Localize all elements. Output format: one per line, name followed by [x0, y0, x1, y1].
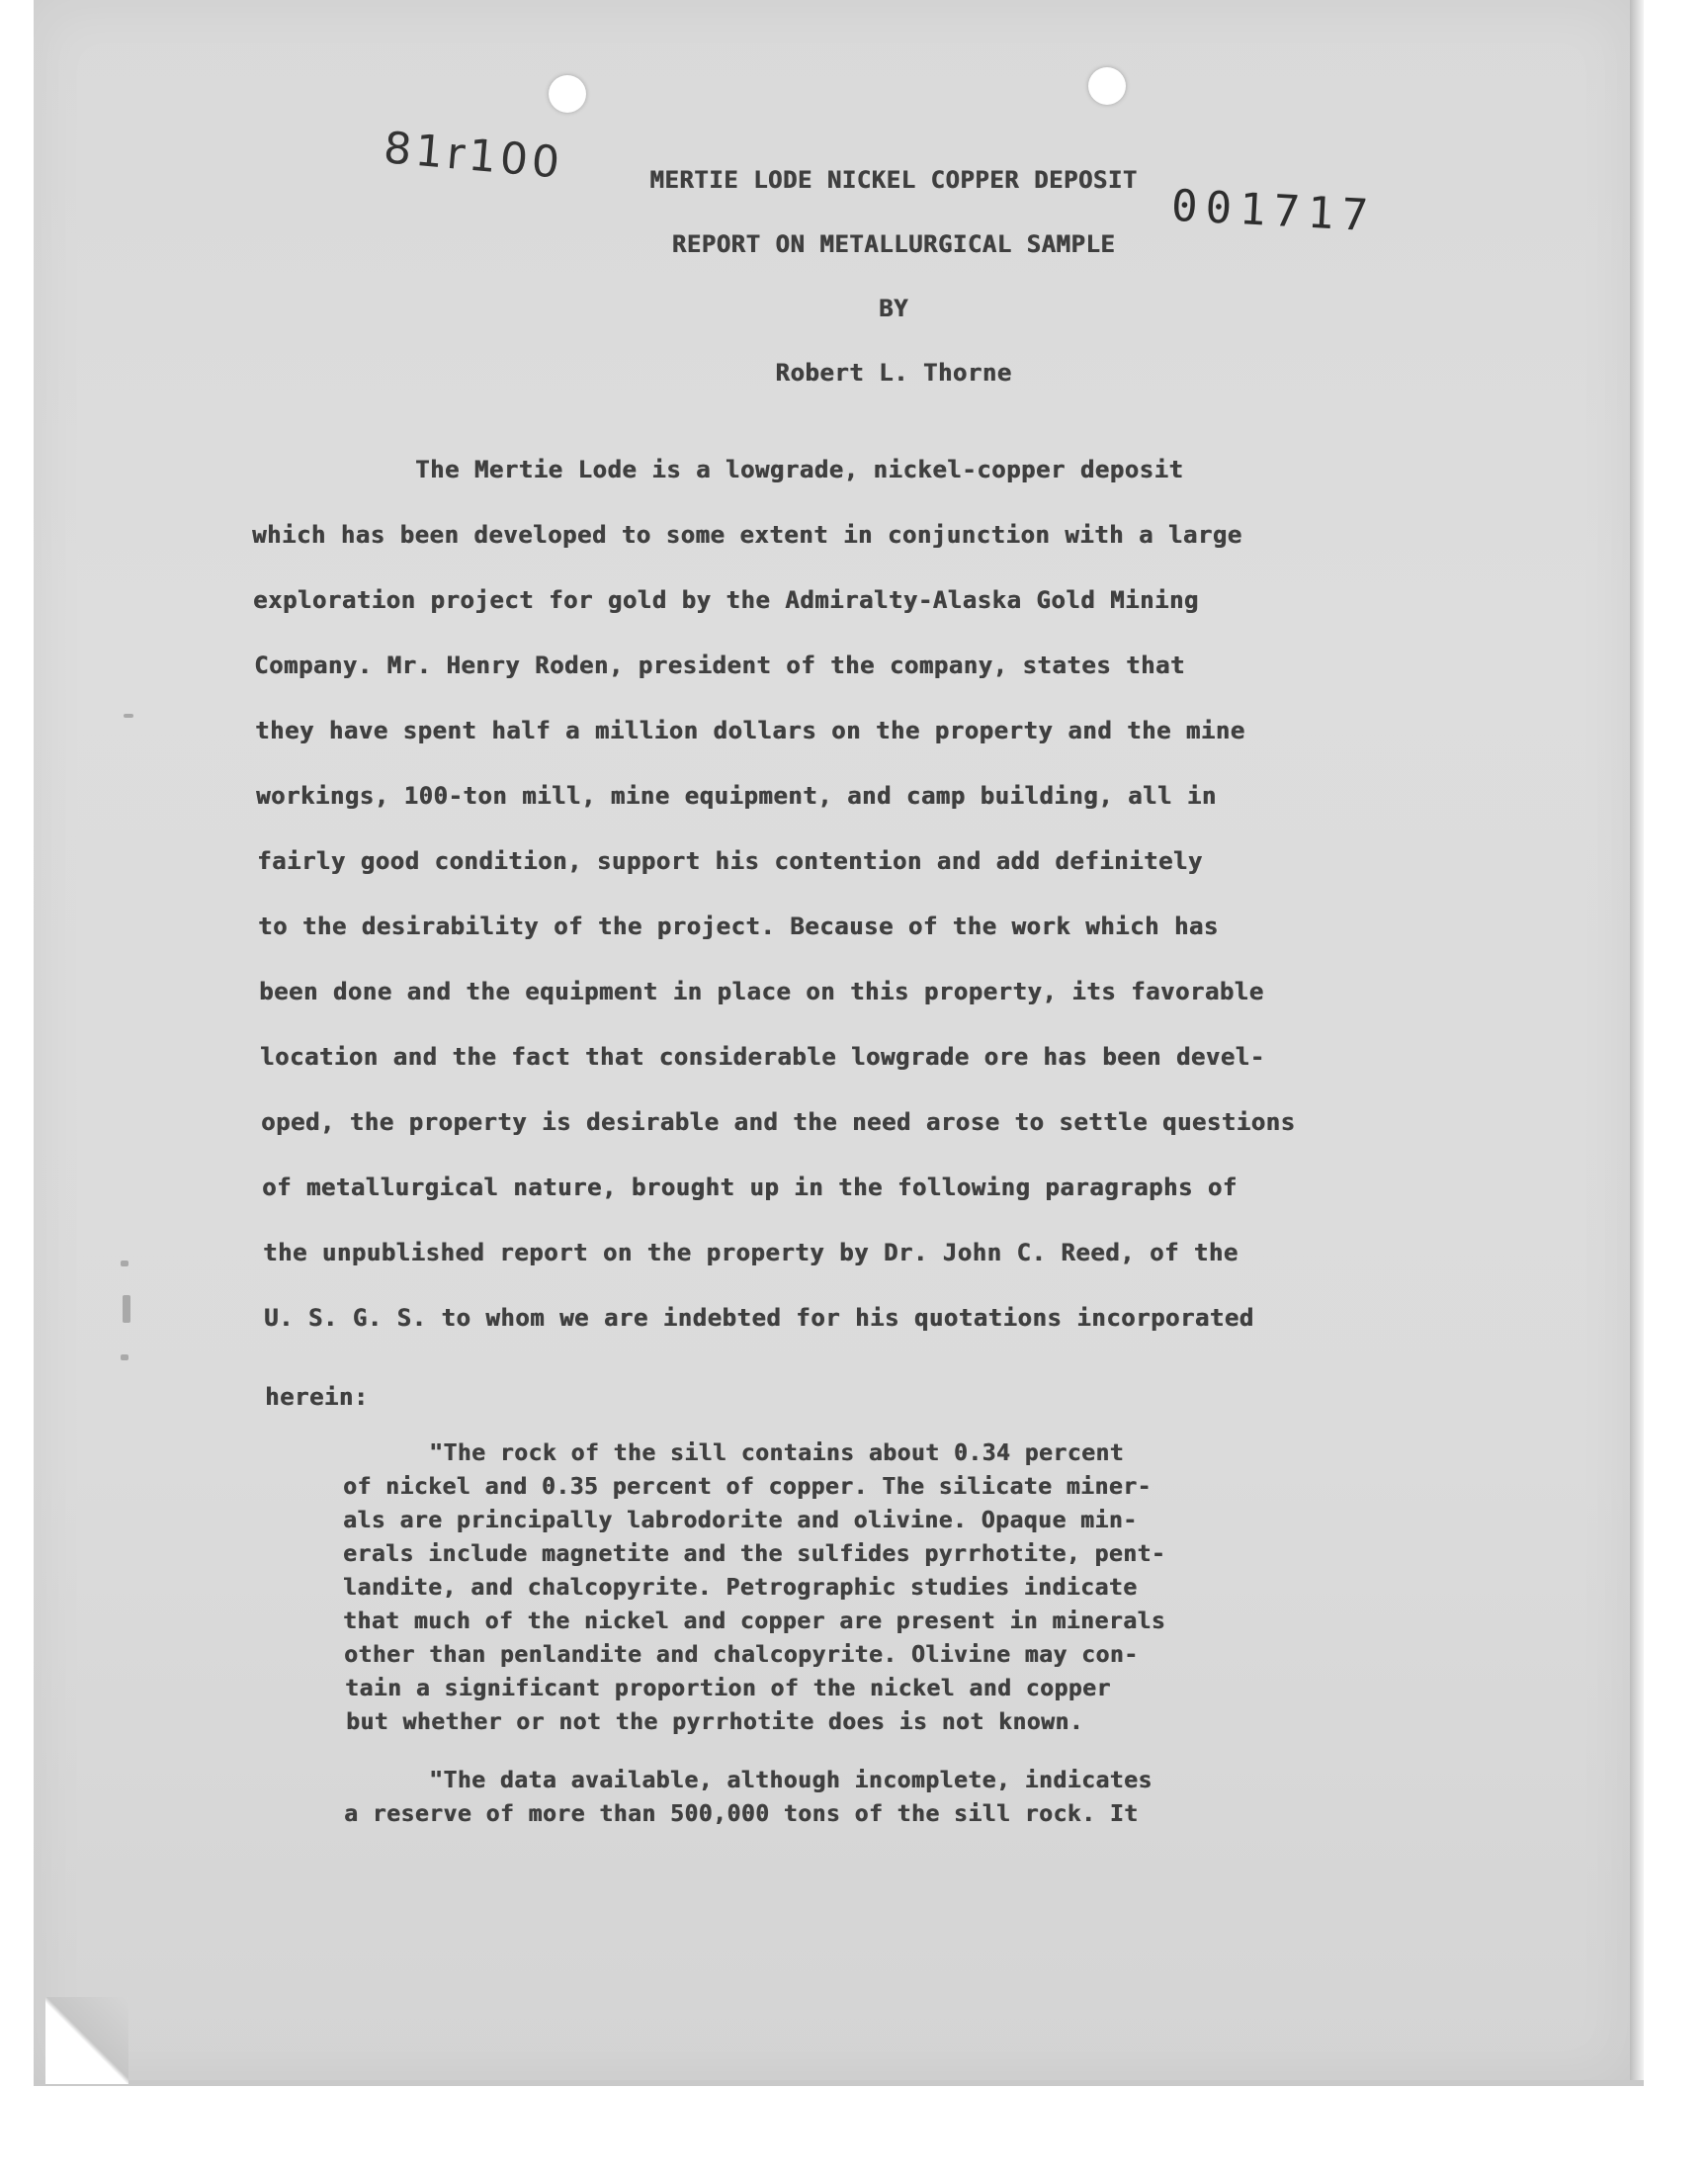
stamped-document-number: 001717: [1169, 180, 1378, 242]
quote-line: of nickel and 0.35 percent of copper. The silicate miner-: [343, 1474, 1152, 1500]
margin-mark: [121, 1354, 128, 1360]
paragraph-line: U. S. G. S. to whom we are indebted for his quotations incorporated: [264, 1304, 1254, 1332]
quote-line: "The data available, although incomplete, indicates: [429, 1768, 1153, 1793]
margin-mark: [124, 714, 133, 718]
quote-line: other than penlandite and chalcopyrite. Olivine may con-: [344, 1642, 1139, 1668]
punch-hole-right: [1088, 67, 1126, 105]
paragraph-line: to the desirability of the project. Because of the work which has: [258, 913, 1219, 940]
quote-line: that much of the nickel and copper are present in minerals: [343, 1609, 1166, 1634]
quote-line: tain a significant proportion of the nickel and copper: [345, 1676, 1111, 1701]
paragraph-line: of metallurgical nature, brought up in the following paragraphs of: [262, 1174, 1238, 1201]
paragraph-line: workings, 100-ton mill, mine equipment, and camp building, all in: [256, 782, 1217, 810]
author-name: Robert L. Thorne: [775, 359, 1012, 387]
paragraph-line: they have spent half a million dollars on the property and the mine: [255, 717, 1245, 744]
paragraph-line: herein:: [265, 1383, 369, 1411]
paragraph-line: location and the fact that considerable lowgrade ore has been devel-: [260, 1043, 1265, 1071]
document-title: MERTIE LODE NICKEL COPPER DEPOSIT: [649, 166, 1138, 194]
paragraph-line: which has been developed to some extent in conjunction with a large: [252, 521, 1242, 549]
quote-line: "The rock of the sill contains about 0.34 percent: [429, 1440, 1125, 1466]
paragraph-line: the unpublished report on the property by Dr. John C. Reed, of the: [263, 1239, 1238, 1266]
page-corner-fold: [45, 1997, 128, 2084]
quote-line: erals include magnetite and the sulfides pyrrhotite, pent-: [343, 1541, 1166, 1567]
paragraph-line: Company. Mr. Henry Roden, president of the company, states that: [254, 652, 1185, 679]
paragraph-line: exploration project for gold by the Admiralty-Alaska Gold Mining: [253, 586, 1199, 614]
quote-line: a reserve of more than 500,000 tons of the sill rock. It: [344, 1801, 1139, 1827]
paragraph-line: been done and the equipment in place on this property, its favorable: [259, 978, 1264, 1005]
margin-mark: [123, 1295, 130, 1323]
quote-line: als are principally labrodorite and olivine. Opaque min-: [343, 1508, 1138, 1533]
paragraph-line: oped, the property is desirable and the need arose to settle questions: [261, 1108, 1296, 1136]
handwritten-document-id: 81r100: [382, 123, 565, 189]
punch-hole-left: [549, 75, 586, 113]
page-bottom-edge: [34, 2080, 1644, 2086]
quote-line: landite, and chalcopyrite. Petrographic studies indicate: [343, 1575, 1138, 1601]
margin-mark: [121, 1261, 128, 1266]
document-subtitle: REPORT ON METALLURGICAL SAMPLE: [671, 230, 1116, 258]
byline-label: BY: [879, 295, 908, 322]
paragraph-line: The Mertie Lode is a lowgrade, nickel-copper deposit: [415, 456, 1184, 483]
paragraph-line: fairly good condition, support his contention and add definitely: [257, 847, 1203, 875]
quote-line: but whether or not the pyrrhotite does is not known.: [346, 1709, 1084, 1735]
